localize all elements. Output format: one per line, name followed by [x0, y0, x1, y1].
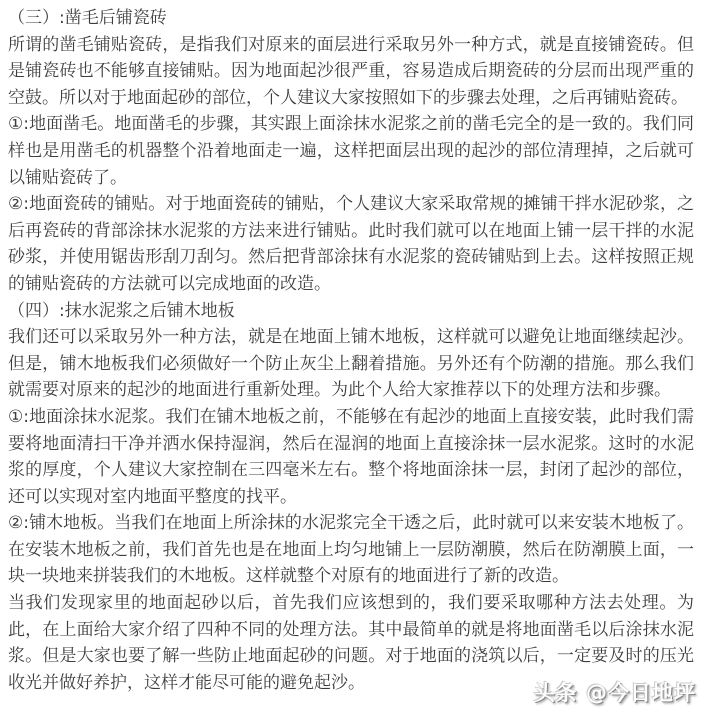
paragraph-step1-floor-chiseling: ①:地面凿毛。地面凿毛的步骤，其实跟上面涂抹水泥浆之前的凿毛完全的是一致的。我们同样也是用凿毛的机器整个沿着地面走一遍，这样把面层出现的起沙的部位清理掉，之后就可以铺贴瓷砖了。 — [8, 114, 694, 188]
heading-section-3-chisel-then-tile: （三）:凿毛后铺瓷砖 — [8, 8, 167, 28]
paragraph-chisel-tile-intro: 所谓的凿毛铺贴瓷砖，是指我们对原来的面层进行采取另外一种方式，就是直接铺瓷砖。但是铺瓷砖也不能够直接铺贴。因为地面起沙很严重，容易造成后期瓷砖的分层而出现严重的空鼓。所以对于地面起砂的部位，个人建议大家按照如下的步骤去处理，之后再铺贴瓷砖。 — [8, 34, 694, 108]
paragraph-step2-wood-floor-install: ②:铺木地板。当我们在地面上所涂抹的水泥浆完全干透之后，此时就可以来安装木地板了。在安装木地板之前，我们首先也是在地面上均匀地铺上一层防潮膜，然后在防潮膜上面，一块一块地来拼装我们的木地板。这样就整个对原有的地面进行了新的改造。 — [8, 513, 694, 587]
watermark-toutiao-jinridiping: 头条 @今日地坪 — [533, 681, 696, 705]
paragraph-wood-floor-intro: 我们还可以采取另外一种方法，就是在地面上铺木地板，这样就可以避免让地面继续起沙。但是，铺木地板我们必须做好一个防止灰尘上翻着措施。另外还有个防潮的措施。那么我们就需要对原来的起沙的地面进行重新处理。为此个人给大家推荐以下的处理方法和步骤。 — [8, 327, 694, 401]
paragraph-step2-tile-laying: ②:地面瓷砖的铺贴。对于地面瓷砖的铺贴，个人建议大家采取常规的摊铺干拌水泥砂浆，之后再瓷砖的背部涂抹水泥浆的方法来进行铺贴。此时我们就可以在地面上铺一层干拌的水泥砂浆，并使用锯齿形刮刀刮匀。然后把背部涂抹有水泥浆的瓷砖铺贴到上去。这样按照正规的铺贴瓷砖的方法就可以完成地面的改造。 — [8, 194, 694, 294]
paragraph-step1-cement-slurry: ①:地面涂抹水泥浆。我们在铺木地板之前，不能够在有起沙的地面上直接安装，此时我们需要将地面清扫干净并洒水保持湿润，然后在湿润的地面上直接涂抹一层水泥浆。这时的水泥浆的厚度，个人建议大家控制在三四毫米左右。整个将地面涂抹一层，封闭了起沙的部位，还可以实现对室内地面平整度的找平。 — [8, 406, 694, 507]
heading-section-4-cement-then-wood-floor: （四）:抹水泥浆之后铺木地板 — [8, 300, 235, 321]
paragraph-conclusion: 当我们发现家里的地面起砂以后，首先我们应该想到的，我们要采取哪种方法去处理。为此，在上面给大家介绍了四种不同的处理方法。其中最简单的就是将地面凿毛以后涂抹水泥浆。但是大家也要了解一些防止地面起砂的问题。对于地面的浇筑以后，一定要及时的压光收光并做好养护，这样才能尽可能的避免起沙。 — [8, 593, 694, 693]
